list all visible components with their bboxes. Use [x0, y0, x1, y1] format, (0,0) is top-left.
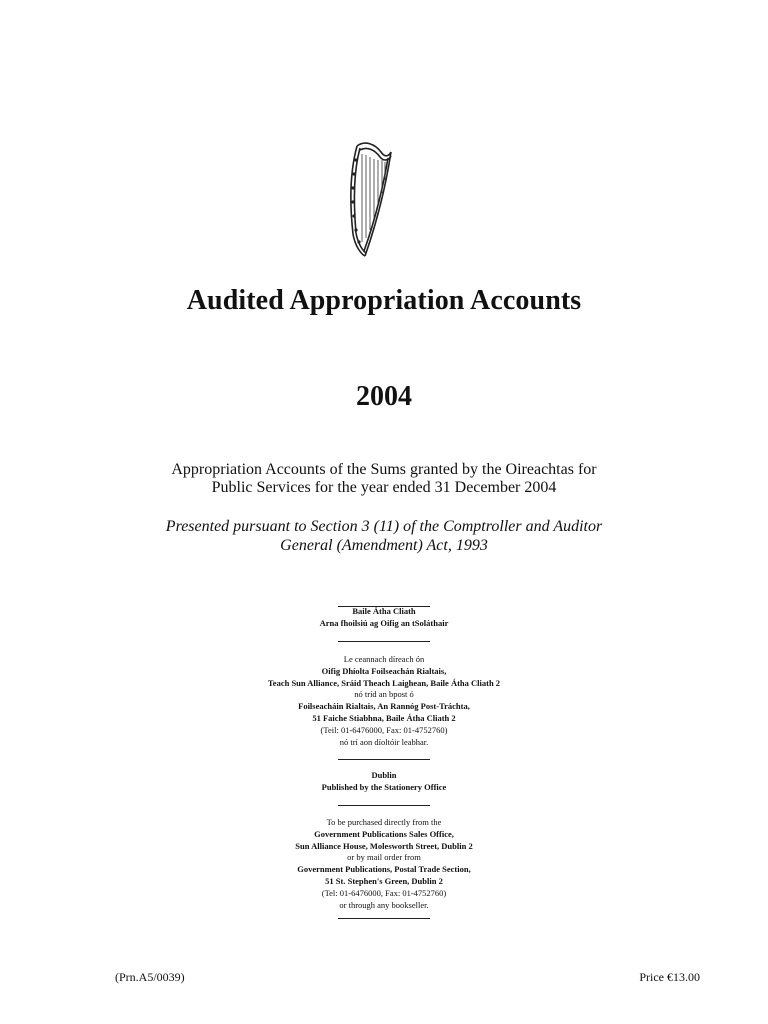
purchase-line: Oifig Dhíolta Foilseachán Rialtais,	[321, 665, 447, 676]
purchase-line: (Tel: 01-6476000, Fax: 01-4752760)	[321, 887, 447, 898]
irish-imprint	[0, 606, 768, 630]
price-label: Price €13.00	[639, 970, 700, 984]
imprint-city: Dublin	[371, 770, 397, 780]
purchase-line: Foilseacháin Rialtais, An Rannóg Post-Tráchta,	[298, 701, 470, 712]
subtitle-line: Public Services for the year ended 31 December 2004	[211, 479, 557, 496]
purchase-line: or by mail order from	[347, 852, 421, 863]
purchase-line: Teach Sun Alliance, Sráid Theach Laighean, Baile Átha Cliath 2	[267, 677, 501, 688]
purchase-line: Le ceannach díreach ón	[343, 654, 425, 664]
subtitle-line: Appropriation Accounts of the Sums granted by the Oireachtas for	[171, 461, 597, 478]
purchase-line: 51 St. Stephen's Green, Dublin 2	[325, 875, 443, 886]
purchase-line: Government Publications, Postal Trade Section,	[297, 864, 471, 875]
irish-purchase-info	[0, 654, 768, 748]
purchase-line: 51 Faiche Stiabhna, Baile Átha Cliath 2	[312, 712, 456, 723]
document-year: 2004	[356, 381, 412, 412]
imprint-publisher: Published by the Stationery Office	[321, 781, 447, 792]
presented-line: General (Amendment) Act, 1993	[280, 537, 488, 554]
imprint-city: Baile Átha Cliath	[352, 606, 416, 616]
document-subtitle	[0, 461, 768, 497]
purchase-line: To be purchased directly from the	[326, 817, 442, 827]
english-imprint	[0, 770, 768, 794]
purchase-line: Government Publications Sales Office,	[314, 828, 454, 839]
divider	[338, 641, 430, 642]
print-reference: (Prn.A5/0039)	[115, 970, 185, 984]
english-purchase-info	[0, 817, 768, 911]
imprint-publisher: Arna fhoilsiú ag Oifig an tSoláthair	[319, 617, 449, 628]
document-title: Audited Appropriation Accounts	[186, 285, 582, 316]
purchase-line: Sun Alliance House, Molesworth Street, Dublin 2	[295, 840, 473, 851]
purchase-line: or through any bookseller.	[339, 899, 429, 910]
divider	[338, 759, 430, 760]
purchase-line: nó tríd an bpost ó	[354, 689, 414, 700]
harp-emblem-icon	[345, 138, 395, 258]
divider	[338, 805, 430, 806]
divider	[338, 918, 430, 919]
presented-line: Presented pursuant to Section 3 (11) of the Comptroller and Auditor	[165, 518, 603, 535]
purchase-line: (Teil: 01-6476000, Fax: 01-4752760)	[320, 724, 448, 735]
presented-statement	[0, 517, 768, 555]
purchase-line: nó trí aon díoltóir leabhar.	[339, 736, 429, 747]
